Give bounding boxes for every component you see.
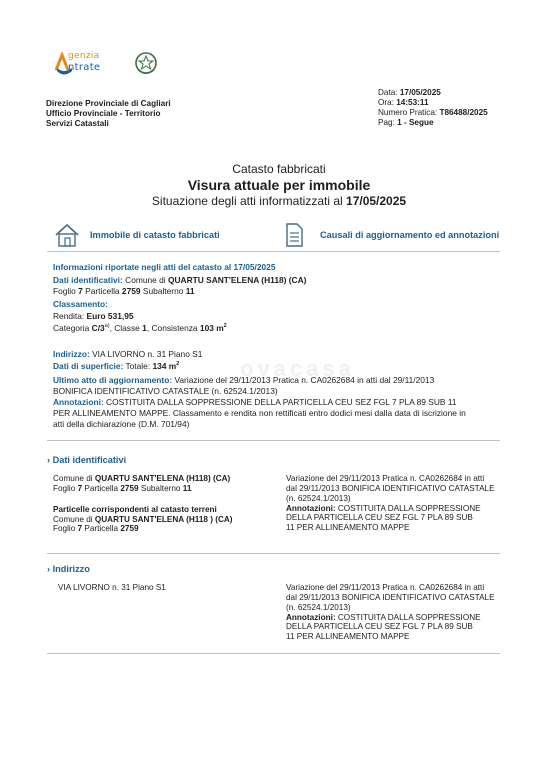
dati-right-column bbox=[286, 474, 495, 533]
info-dati-identificativi: Dati identificativi: Comune di QUARTU SANT'ELENA (H118) (CA) bbox=[53, 275, 307, 285]
dati-variazione-2: dal 29/11/2013 BONIFICA IDENTIFICATIVO CATASTALE bbox=[286, 483, 495, 493]
indirizzo-variazione-1: Variazione del 29/11/2013 Pratica n. CA0262684 in atti bbox=[286, 583, 485, 592]
chevron-right-icon: › bbox=[47, 455, 51, 465]
indirizzo-right-column bbox=[286, 583, 495, 642]
indirizzo-annotazioni-2: DELLA PARTICELLA CEU SEZ FGL 7 PLA 89 SUB bbox=[286, 622, 473, 632]
meta-pratica: Numero Pratica: T86488/2025 bbox=[378, 107, 488, 117]
dati-comune: Comune di QUARTU SANT'ELENA (H118) (CA) bbox=[53, 474, 231, 483]
divider-info bbox=[47, 440, 500, 441]
info-foglio-line: Foglio 7 Particella 2759 Subalterno 11 bbox=[53, 286, 195, 296]
dati-foglio: Foglio 7 Particella 2759 Subalterno 11 bbox=[53, 483, 192, 493]
info-rendita: Rendita: Euro 531,95 bbox=[53, 311, 134, 321]
dati-variazione-3: (n. 62524.1/2013) bbox=[286, 493, 351, 503]
terreni-foglio: Foglio 7 Particella 2759 bbox=[53, 524, 139, 534]
italian-emblem-icon bbox=[134, 48, 158, 78]
info-heading: Informazioni riportate negli atti del catasto al 17/05/2025 bbox=[53, 262, 276, 272]
divider-dati bbox=[47, 553, 500, 554]
terreni-heading: Particelle corrispondenti al catasto terreni bbox=[53, 504, 217, 514]
title-situazione: Situazione degli atti informatizzati al 17/05/2025 bbox=[151, 194, 407, 208]
office-line-3: Servizi Catastali bbox=[46, 118, 109, 128]
indirizzo-left: VIA LIVORNO n. 31 Piano S1 bbox=[58, 583, 166, 592]
dati-left-column bbox=[53, 474, 233, 534]
title-catasto: Catasto fabbricati bbox=[232, 162, 326, 176]
info-annotazioni-2: PER ALLINEAMENTO MAPPE. Classamento e rendita non rettificati entro dodici mesi dalla data di iscrizione in bbox=[53, 408, 466, 418]
dati-variazione-1: Variazione del 29/11/2013 Pratica n. CA0262684 in atti bbox=[286, 474, 485, 483]
indirizzo-variazione-2: dal 29/11/2013 BONIFICA IDENTIFICATIVO CATASTALE bbox=[286, 592, 495, 602]
indirizzo-annotazioni-3: 11 PER ALLINEAMENTO MAPPE bbox=[286, 632, 410, 642]
info-box bbox=[53, 260, 499, 436]
info-annotazioni-3: atti della dichiarazione (D.M. 701/94) bbox=[53, 419, 190, 429]
dati-annotazioni-1: Annotazioni: COSTITUITA DALLA SOPPRESSIONE bbox=[286, 503, 481, 513]
section-indirizzo-title: › Indirizzo bbox=[47, 564, 90, 574]
terreni-comune: Comune di QUARTU SANT'ELENA (H118 ) (CA) bbox=[53, 514, 233, 524]
info-annotazioni: Annotazioni: COSTITUITA DALLA SOPPRESSIONE DELLA PARTICELLA CEU SEZ FGL 7 PLA 89 SUB 11 bbox=[53, 397, 457, 407]
office-block bbox=[46, 99, 171, 129]
meta-date: Data: 17/05/2025 bbox=[378, 88, 441, 97]
dati-annotazioni-3: 11 PER ALLINEAMENTO MAPPE bbox=[286, 523, 410, 533]
info-ultimo-atto: Ultimo atto di aggiornamento: Variazione del 29/11/2013 Pratica n. CA0262684 in atti dal 29/11/2013 bbox=[53, 375, 435, 385]
document-icon bbox=[284, 222, 304, 248]
meta-page: Pag: 1 - Segue bbox=[378, 117, 434, 127]
info-indirizzo: Indirizzo: VIA LIVORNO n. 31 Piano S1 bbox=[53, 349, 203, 359]
info-superficie: Dati di superficie: Totale: 134 $m^2$ bbox=[53, 361, 180, 371]
divider-indirizzo bbox=[47, 653, 500, 654]
chevron-right-icon: › bbox=[47, 564, 51, 574]
section-dati-identificativi-title: › Dati identificativi bbox=[47, 455, 127, 465]
info-ultimo-atto-2: BONIFICA IDENTIFICATIVO CATASTALE (n. 62524.1/2013) bbox=[53, 386, 278, 396]
office-line-2: Ufficio Provinciale - Territorio bbox=[46, 108, 161, 118]
divider-top bbox=[47, 251, 500, 252]
logo-line-entrate: ntrate bbox=[68, 62, 101, 73]
agenzia-entrate-logo bbox=[48, 48, 160, 84]
dati-annotazioni-2: DELLA PARTICELLA CEU SEZ FGL 7 PLA 89 SUB bbox=[286, 513, 473, 523]
office-line-1: Direzione Provinciale di Cagliari bbox=[46, 99, 171, 108]
title-visura: Visura attuale per immobile bbox=[187, 177, 371, 193]
tab-immobile: Immobile di catasto fabbricati bbox=[90, 230, 220, 240]
meta-time: Ora: 14:53:11 bbox=[378, 97, 429, 107]
logo-line-agenzia: genzia bbox=[68, 51, 100, 61]
indirizzo-variazione-3: (n. 62524.1/2013) bbox=[286, 602, 351, 612]
watermark: ovacasa bbox=[240, 356, 355, 381]
house-icon bbox=[53, 222, 81, 248]
info-categoria: Categoria C/3$^{a)}$, Classe 1, Consistenza 103 $m^2$ bbox=[53, 323, 227, 333]
info-classamento-label: Classamento: bbox=[53, 299, 108, 309]
document-meta bbox=[378, 88, 488, 127]
tab-causali: Causali di aggiornamento ed annotazioni bbox=[320, 230, 500, 240]
indirizzo-annotazioni-1: Annotazioni: COSTITUITA DALLA SOPPRESSIONE bbox=[286, 612, 481, 622]
